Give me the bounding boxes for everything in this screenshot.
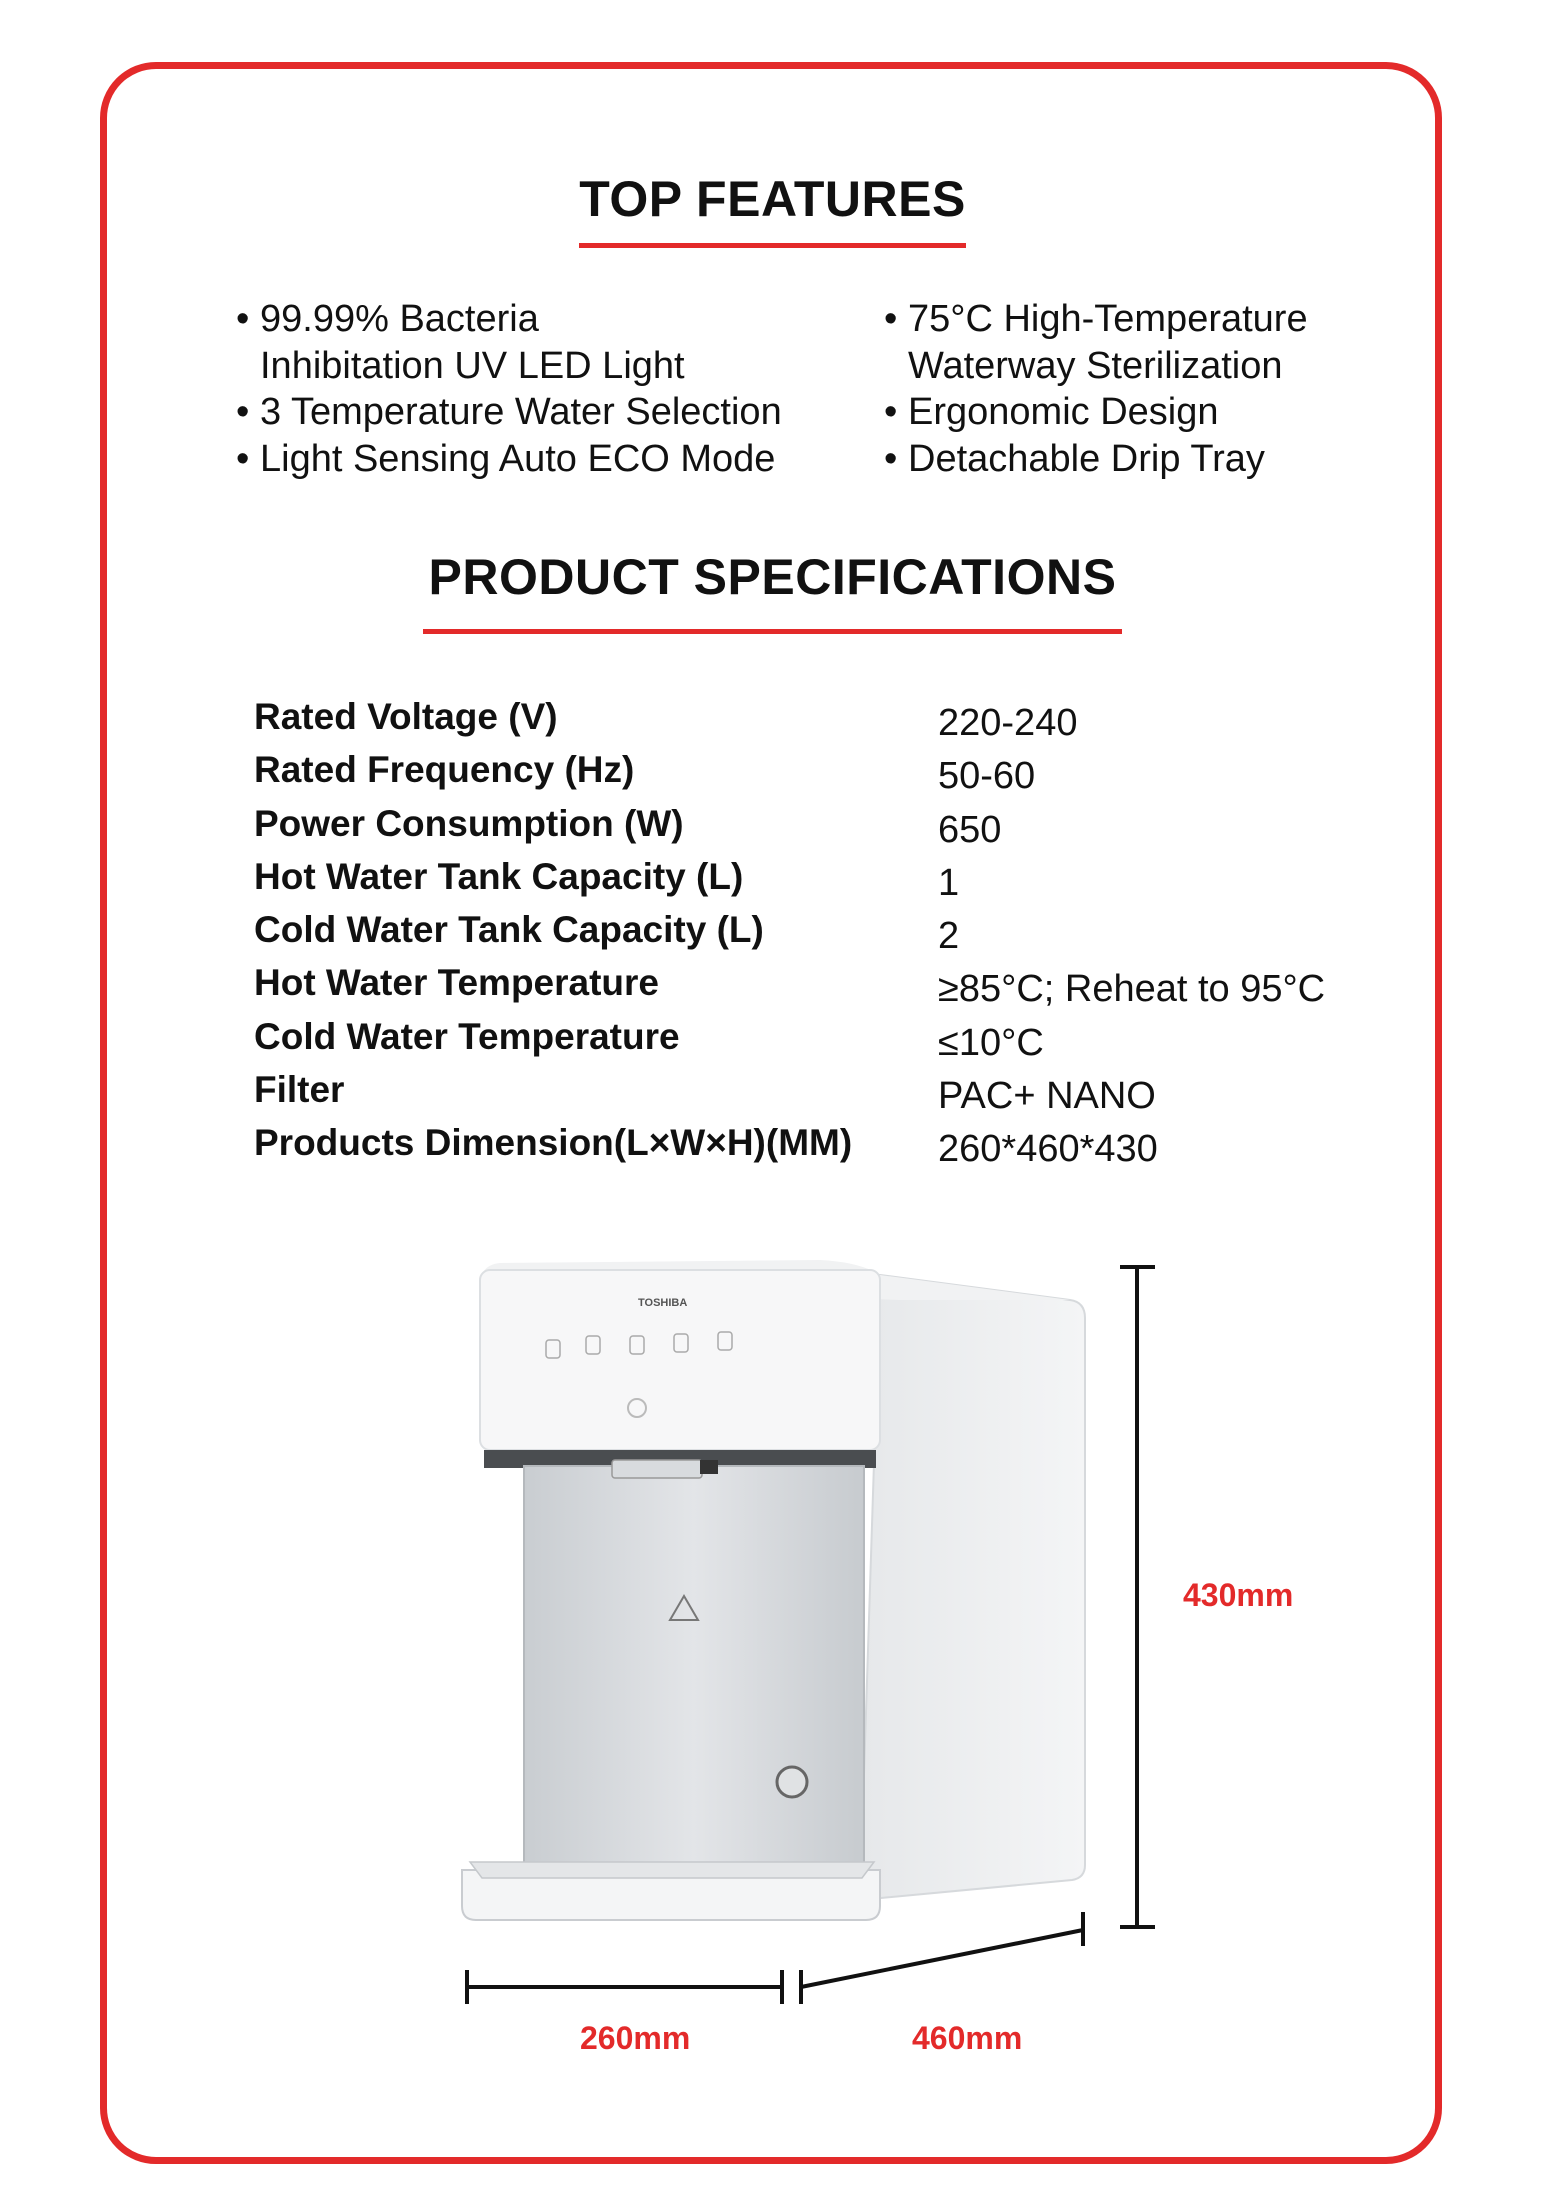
length-dimension-label: 260mm (580, 2020, 691, 2056)
length-dimension-line (467, 1970, 782, 2004)
spec-label: Power Consumption (W) (254, 802, 684, 844)
width-dimension-label: 460mm (912, 2020, 1023, 2056)
feature-line: 99.99% Bacteria (260, 298, 539, 340)
spec-value: 220-240 (938, 702, 1078, 744)
spec-label: Hot Water Tank Capacity (L) (254, 855, 744, 897)
spec-label: Cold Water Tank Capacity (L) (254, 909, 764, 951)
water-spout (612, 1460, 702, 1478)
feature-line: Light Sensing Auto ECO Mode (260, 437, 776, 480)
spec-label: Hot Water Temperature (254, 962, 660, 1004)
top-features-heading: TOP FEATURES (579, 171, 966, 227)
height-dimension-line (1120, 1267, 1155, 1927)
spout-tip (700, 1460, 718, 1474)
feature-line: 3 Temperature Water Selection (260, 391, 782, 433)
product-specifications-heading: PRODUCT SPECIFICATIONS (428, 549, 1117, 605)
feature-line: Inhibitation UV LED Light (260, 344, 685, 387)
bullet-icon: • (236, 437, 250, 480)
bullet-icon: • (884, 437, 898, 480)
spec-value: 2 (938, 915, 960, 958)
dispenser-side (860, 1275, 1085, 1900)
spec-value: PAC+ NANO (938, 1075, 1156, 1118)
dispense-button (777, 1767, 807, 1797)
spec-label: Filter (254, 1069, 345, 1111)
dispensing-area (524, 1466, 864, 1870)
bullet-icon: • (236, 391, 250, 433)
spec-value: ≤10°C (938, 1021, 1044, 1064)
spec-value: 1 (938, 861, 960, 904)
feature-line: Waterway Sterilization (908, 344, 1283, 387)
bullet-icon: • (884, 298, 898, 340)
spec-value: 50-60 (938, 755, 1036, 798)
bullet-icon: • (884, 391, 898, 433)
feature-line: Ergonomic Design (908, 391, 1219, 433)
spec-label: Products Dimension(L×W×H)(MM) (254, 1122, 853, 1164)
drip-tray-grill (470, 1862, 874, 1878)
spec-value: 650 (938, 808, 1002, 851)
spec-value: 260*460*430 (938, 1128, 1158, 1171)
feature-line: Detachable Drip Tray (908, 437, 1265, 480)
bullet-icon: • (236, 298, 250, 340)
width-dimension-line (801, 1912, 1083, 2004)
spec-label: Rated Frequency (Hz) (254, 749, 635, 791)
spec-label: Rated Voltage (V) (254, 696, 558, 737)
feature-line: 75°C High-Temperature (908, 298, 1308, 340)
spec-value: ≥85°C; Reheat to 95°C (938, 968, 1326, 1011)
height-dimension-label: 430mm (1183, 1577, 1294, 1613)
brand-logo: TOSHIBA (638, 1297, 688, 1309)
spec-label: Cold Water Temperature (254, 1015, 680, 1057)
